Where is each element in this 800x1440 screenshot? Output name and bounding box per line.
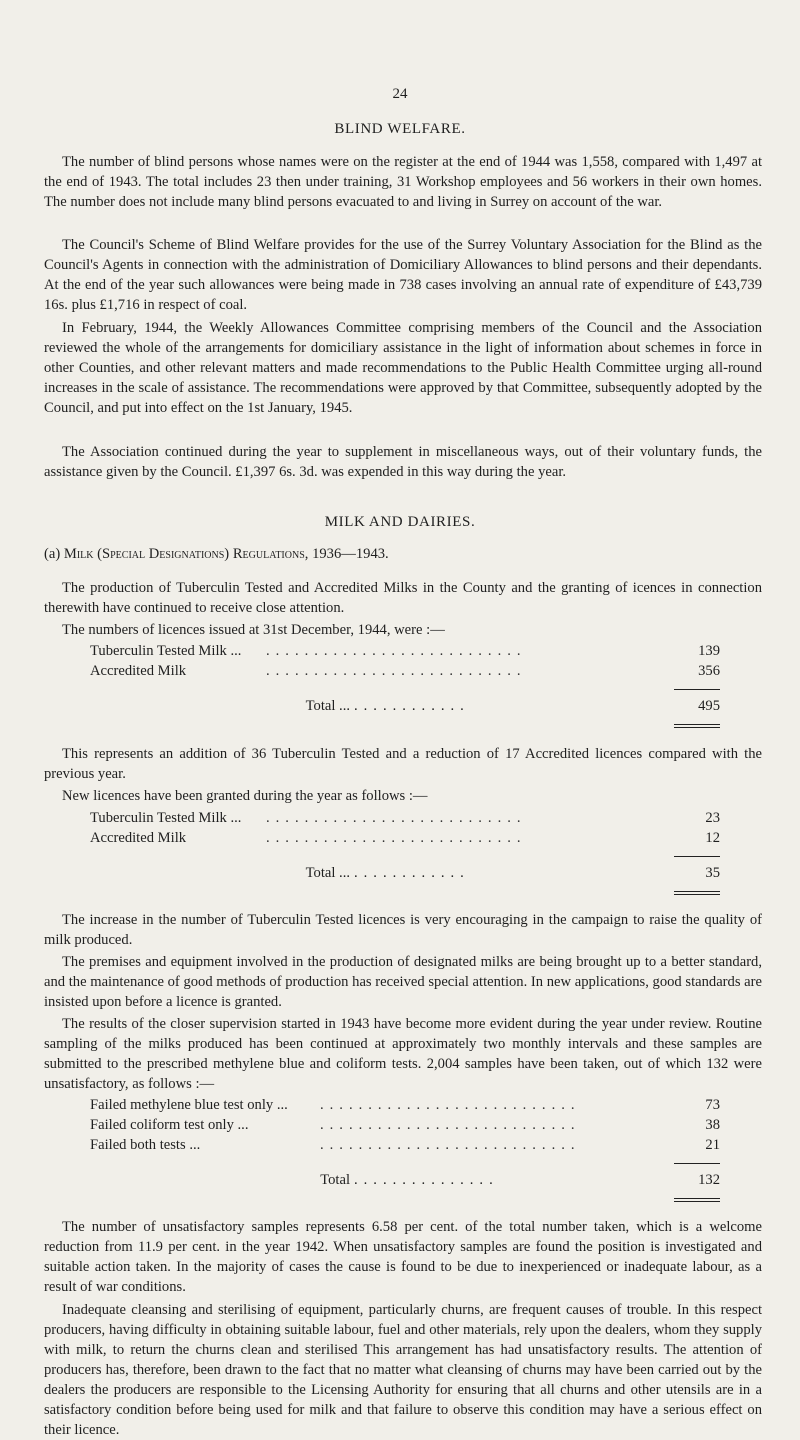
total-rule-double: [674, 727, 720, 728]
total-label: Total ...: [305, 698, 350, 714]
unsatisfactory-samples-table: [90, 1095, 720, 1191]
row-label: Accredited Milk: [90, 830, 187, 846]
milk-subheading-title: Milk (Special Designations) Regulations, 1936—1943.: [63, 546, 389, 562]
milk-paragraph-2: The numbers of licences issued at 31st December, 1944, were :—: [62, 622, 445, 638]
row-label: Accredited Milk: [90, 663, 187, 679]
leader-dots: ............: [354, 865, 470, 881]
milk-paragraph-9: Inadequate cleansing and sterilising of equipment, particularly churns, are frequent causes of trouble. In this respect producers, having difficulty in obtaining suitable labour, fuel and other materials, rely upon the dealers, whom they supply with milk, to return the churns clean and sterilised This arrangement has had unsatisfactory results. The attention of producers has, therefore, been drawn to the fact that no matter what cleansing of churns may have been carried out by the dealers the producers are responsible to the Licensing Authority for ensuring that all churns and other utensils are in a satisfactory condition before being used for milk and that failure to observe this condition may have a serious effect on their licence.: [44, 1302, 762, 1438]
section-heading-blind-welfare: BLIND WELFARE.: [334, 121, 466, 137]
leader-dots: ...........................: [320, 1137, 581, 1153]
table-row: [90, 641, 720, 661]
milk-paragraph-1: The production of Tuberculin Tested and Accredited Milks in the County and the granting of icences in connection therewith have continued to receive close attention.: [44, 580, 762, 616]
total-value: 495: [698, 698, 720, 714]
total-rule-double: [674, 891, 720, 892]
table-row: [90, 661, 720, 681]
total-row: [90, 695, 720, 717]
leader-dots: ...........................: [266, 810, 527, 826]
row-label: Failed coliform test only ...: [90, 1117, 249, 1133]
milk-paragraph-4: New licences have been granted during the year as follows :—: [62, 788, 428, 804]
leader-dots: ...........................: [266, 663, 527, 679]
milk-paragraph-3: This represents an addition of 36 Tuberculin Tested and a reduction of 17 Accredited licences compared with the previous year.: [44, 746, 762, 782]
new-licences-table: [90, 808, 720, 884]
milk-subheading: [44, 546, 762, 563]
milk-paragraph-6: The premises and equipment involved in the production of designated milks are being brought up to a better standard, and the maintenance of good methods of production has received special attention. In new applications, good standards are insisted upon before a licence is granted.: [44, 954, 762, 1010]
total-rule-double: [674, 724, 720, 725]
row-value: 23: [705, 810, 720, 826]
blind-paragraph-2: The Council's Scheme of Blind Welfare provides for the use of the Surrey Voluntary Association for the Blind as the Council's Agents in connection with the administration of Domiciliary Allowances to blind persons and their dependants. At the end of the year such allowances were being made in 738 cases involving an annual rate of expenditure of £43,739 16s. plus £1,716 in respect of coal.: [44, 237, 762, 313]
leader-dots: ...............: [354, 1172, 499, 1188]
leader-dots: ............: [354, 698, 470, 714]
row-value: 12: [705, 830, 720, 846]
leader-dots: ...........................: [266, 643, 527, 659]
blind-paragraph-4: The Association continued during the year to supplement in miscellaneous ways, out of their voluntary funds, the assistance given by the Council. £1,397 6s. 3d. was expended in this way during the year.: [44, 444, 762, 480]
row-value: 139: [698, 643, 720, 659]
table-row: [90, 828, 720, 848]
total-row: [90, 1169, 720, 1191]
section-heading-milk-and-dairies: MILK AND DAIRIES.: [324, 514, 476, 530]
total-rule-top: [674, 856, 720, 857]
licences-issued-table: [90, 641, 720, 717]
row-value: 73: [705, 1097, 720, 1113]
total-value: 35: [705, 865, 720, 881]
total-rule-top: [674, 1163, 720, 1164]
row-value: 38: [705, 1117, 720, 1133]
leader-dots: ...........................: [320, 1117, 581, 1133]
total-label: Total: [320, 1172, 350, 1188]
leader-dots: ...........................: [266, 830, 527, 846]
row-label: Tuberculin Tested Milk ...: [90, 643, 242, 659]
row-value: 21: [705, 1137, 720, 1153]
blind-paragraph-3: In February, 1944, the Weekly Allowances Committee comprising members of the Council and the Association reviewed the whole of the arrangements for domiciliary assistance in the light of information about schemes in force in other Counties, and other relevant matters and made recommendations to the Public Health Committee urging all-round increases in the scale of assistance. The recommendations were approved by that Committee, subsequently adopted by the Council, and put into effect on the 1st January, 1945.: [44, 320, 762, 416]
table-row: [90, 1115, 720, 1135]
blind-paragraph-1: The number of blind persons whose names were on the register at the end of 1944 was 1,558, compared with 1,497 at the end of 1943. The total includes 23 then under training, 31 Workshop employees and 56 workers in their own homes. The number does not include many blind persons evacuated to and living in Surrey on account of the war.: [44, 154, 762, 210]
total-value: 132: [698, 1172, 720, 1188]
total-label: Total ...: [305, 865, 350, 881]
total-row: [90, 862, 720, 884]
total-rule-double: [674, 894, 720, 895]
table-row: [90, 808, 720, 828]
milk-paragraph-7: The results of the closer supervision started in 1943 have become more evident during the year under review. Routine sampling of the milks produced has been continued at approximately two monthly intervals and these samples are submitted to the prescribed methylene blue and coliform tests. 2,004 samples have been taken, out of which 132 were unsatisfactory, as follows :—: [44, 1016, 762, 1092]
milk-paragraph-8: The number of unsatisfactory samples represents 6.58 per cent. of the total number taken, which is a welcome reduction from 11.9 per cent. in the year 1942. When unsatisfactory samples are found the position is investigated and suitable action taken. In the majority of cases the cause is found to be due to inexperienced or inadequate labour, as a result of war conditions.: [44, 1219, 762, 1295]
milk-subheading-prefix: (a): [44, 546, 61, 562]
table-row: [90, 1095, 720, 1115]
table-row: [90, 1135, 720, 1155]
row-label: Tuberculin Tested Milk ...: [90, 810, 242, 826]
total-rule-double: [674, 1201, 720, 1202]
row-label: Failed both tests ...: [90, 1137, 201, 1153]
row-value: 356: [698, 663, 720, 679]
row-label: Failed methylene blue test only ...: [90, 1097, 288, 1113]
page-number: 24: [392, 86, 408, 102]
total-rule-double: [674, 1198, 720, 1199]
milk-paragraph-5: The increase in the number of Tuberculin Tested licences is very encouraging in the campaign to raise the quality of milk produced.: [44, 912, 762, 948]
total-rule-top: [674, 689, 720, 690]
leader-dots: ...........................: [320, 1097, 581, 1113]
